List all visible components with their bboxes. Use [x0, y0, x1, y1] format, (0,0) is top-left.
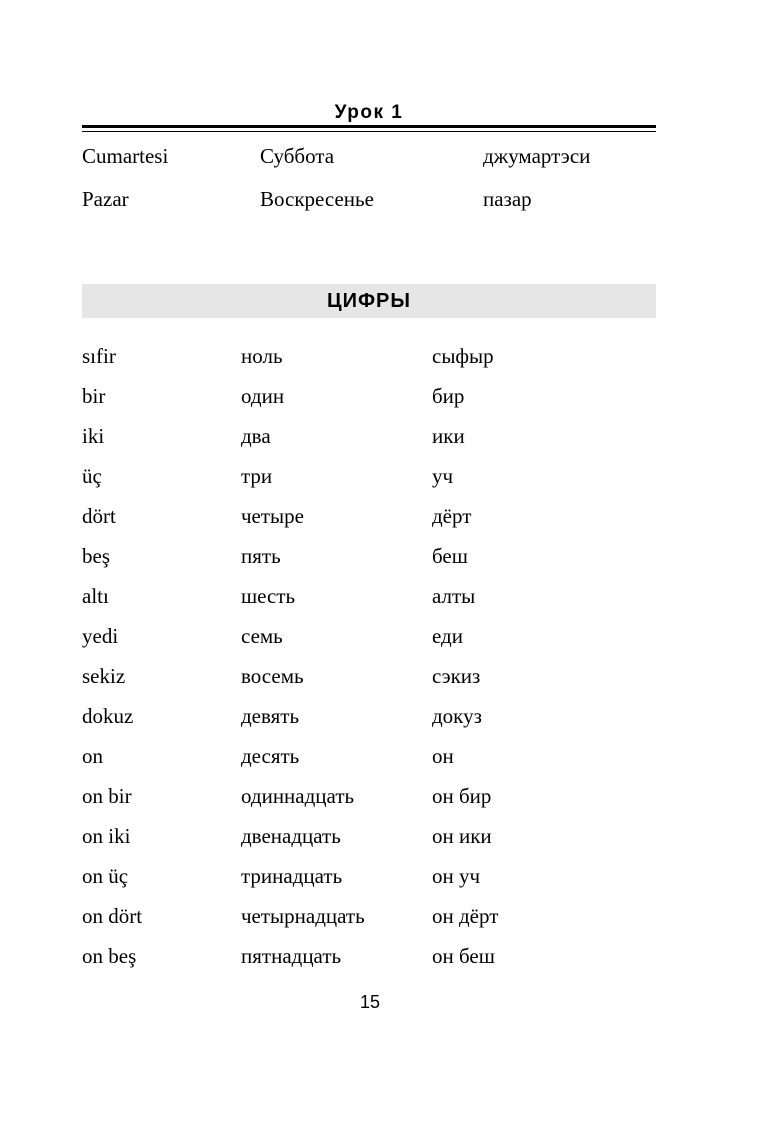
pronunciation: он беш: [432, 944, 495, 968]
turkish-word: altı: [82, 584, 109, 608]
pronunciation: уч: [432, 464, 454, 488]
turkish-word: beş: [82, 544, 110, 568]
pronunciation: он бир: [432, 784, 492, 808]
russian-translation: пять: [241, 544, 281, 568]
turkish-word: bir: [82, 384, 106, 408]
russian-translation: ноль: [241, 344, 283, 368]
list-item: [82, 420, 656, 460]
pronunciation: беш: [432, 544, 468, 568]
list-item: [82, 860, 656, 900]
section-heading: [82, 284, 656, 318]
turkish-word: Cumartesi: [82, 144, 169, 168]
list-item: [82, 380, 656, 420]
turkish-word: on üç: [82, 864, 129, 888]
turkish-word: on: [82, 744, 103, 768]
section-title: ЦИФРЫ: [327, 289, 411, 312]
pronunciation: ики: [432, 424, 465, 448]
list-item: [82, 540, 656, 580]
pronunciation: докуз: [432, 704, 482, 728]
list-item: [82, 740, 656, 780]
pronunciation: алты: [432, 584, 476, 608]
pronunciation: еди: [432, 624, 463, 648]
russian-translation: девять: [241, 704, 300, 728]
list-item: [82, 144, 656, 174]
russian-translation: пятнадцать: [241, 944, 342, 968]
turkish-word: üç: [82, 464, 102, 488]
header-rule-thick: [82, 125, 656, 128]
turkish-word: on bir: [82, 784, 132, 808]
russian-translation: десять: [241, 744, 300, 768]
turkish-word: iki: [82, 424, 105, 448]
russian-translation: одиннадцать: [241, 784, 355, 808]
turkish-word: sıfir: [82, 344, 116, 368]
russian-translation: восемь: [241, 664, 304, 688]
list-item: [82, 460, 656, 500]
turkish-word: on beş: [82, 944, 137, 968]
list-item: [82, 500, 656, 540]
list-item: [82, 780, 656, 820]
turkish-word: Pazar: [82, 187, 129, 211]
turkish-word: yedi: [82, 624, 119, 648]
list-item: [82, 660, 656, 700]
pronunciation: сыфыр: [432, 344, 494, 368]
russian-translation: тринадцать: [241, 864, 343, 888]
pronunciation: он уч: [432, 864, 481, 888]
russian-translation: один: [241, 384, 285, 408]
pronunciation: он: [432, 744, 454, 768]
list-item: [82, 900, 656, 940]
turkish-word: on iki: [82, 824, 131, 848]
header-rule-thin: [82, 131, 656, 132]
pronunciation: пазар: [483, 187, 532, 211]
pronunciation: сэкиз: [432, 664, 481, 688]
pronunciation: он дёрт: [432, 904, 499, 928]
russian-translation: Суббота: [260, 144, 335, 168]
pronunciation: джумартэси: [483, 144, 591, 168]
list-item: [82, 580, 656, 620]
list-item: [82, 940, 656, 980]
pronunciation: бир: [432, 384, 465, 408]
russian-translation: три: [241, 464, 273, 488]
list-item: [82, 820, 656, 860]
numbers-list: [82, 340, 656, 980]
pronunciation: он ики: [432, 824, 492, 848]
russian-translation: Воскресенье: [260, 187, 374, 211]
lesson-title: Урок 1: [334, 102, 404, 123]
russian-translation: семь: [241, 624, 283, 648]
turkish-word: dokuz: [82, 704, 134, 728]
russian-translation: два: [241, 424, 271, 448]
turkish-word: sekiz: [82, 664, 126, 688]
turkish-word: dört: [82, 504, 116, 528]
list-item: [82, 620, 656, 660]
list-item: [82, 340, 656, 380]
turkish-word: on dört: [82, 904, 143, 928]
pronunciation: дёрт: [432, 504, 472, 528]
list-item: [82, 700, 656, 740]
list-item: [82, 187, 656, 217]
page-number: 15: [359, 992, 381, 1012]
russian-translation: четыре: [241, 504, 304, 528]
russian-translation: двенадцать: [241, 824, 341, 848]
russian-translation: четырнадцать: [241, 904, 365, 928]
russian-translation: шесть: [241, 584, 296, 608]
